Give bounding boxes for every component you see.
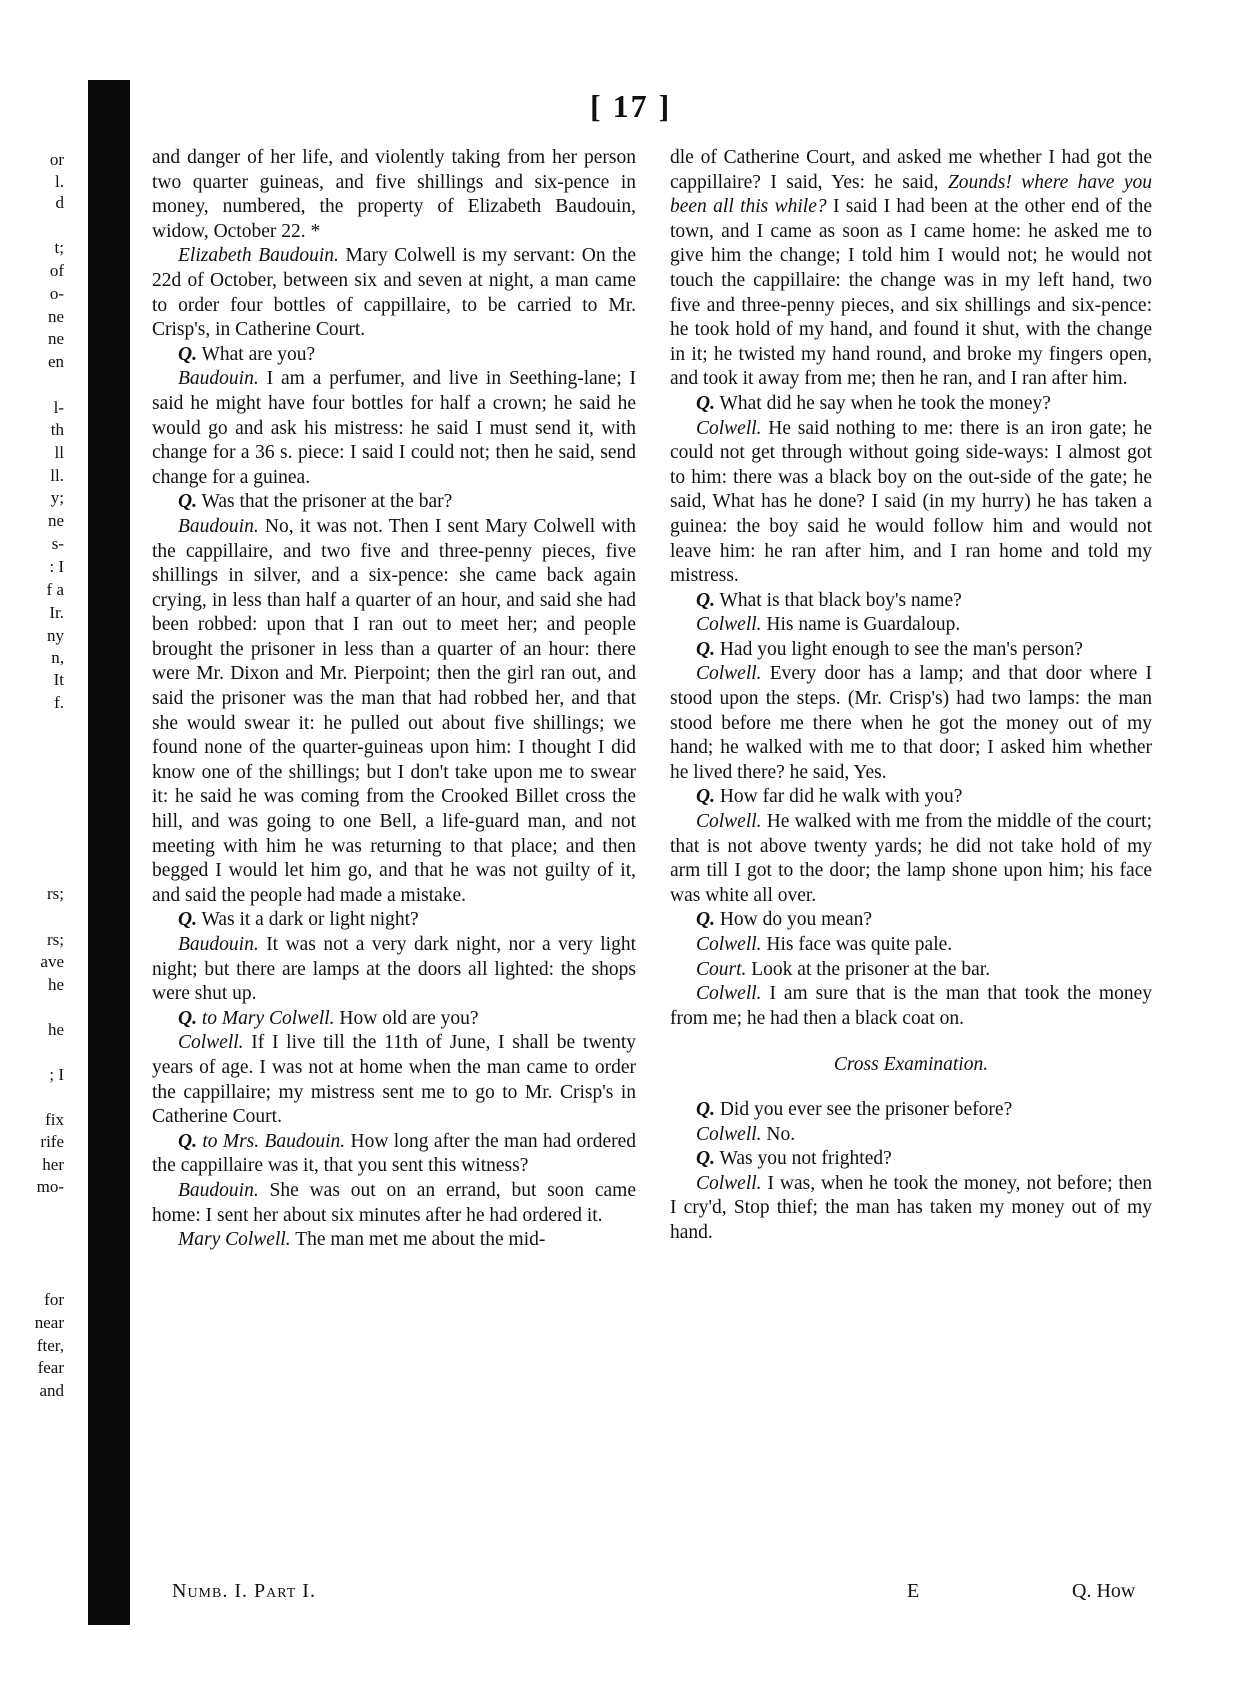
- speaker-label: Court.: [696, 958, 747, 980]
- question-text: Did you ever see the prisoner before?: [719, 1098, 1013, 1120]
- question-paragraph: [670, 392, 1152, 417]
- testimony-text: I am a perfumer, and live in Seething-lane; I said he might have four bottles for half a crown; he said he would go and ask his mistress: he said I must send it, with change for a 36 s. piece: I said I could not; then he said, send change for a guinea.: [152, 368, 637, 488]
- testimony-text: I was, when he took the money, not before; then I cry'd, Stop thief; the man has taken my money out of my hand.: [670, 1172, 1153, 1243]
- margin-fragment: of: [49, 261, 64, 280]
- margin-fragment: d: [55, 193, 64, 212]
- margin-fragment: rs;: [47, 884, 64, 903]
- margin-fragment: ll: [54, 443, 64, 462]
- margin-fragment: t;: [54, 238, 64, 257]
- margin-fragment: f.: [54, 693, 64, 712]
- speaker-label: Colwell.: [696, 811, 762, 833]
- testimony-paragraph: [670, 933, 1152, 958]
- paragraph: and danger of her life, and violently taking from her person two quarter guineas, and five shillings and six-pence in money, numbered, the property of Elizabeth Baudouin, widow, October 22. *: [152, 147, 636, 242]
- margin-fragment: and: [39, 1381, 64, 1400]
- question-mark-label: Q.: [178, 1007, 197, 1029]
- question-mark-label: Q.: [696, 638, 715, 660]
- speaker-label: Baudouin.: [178, 1179, 259, 1201]
- testimony-text: I said I had been at the other end of the town, and I came as soon as I came home: he asked me to give him the change; I told him I would not; he would not touch the cappillaire: the change was in my left hand, two five and three-penny pieces, and six shillings and six-pence: he took hold of my hand, and found it shut, with the change in it; he twisted my hand round, and broke my fingers open, and took it away from me; then he ran, and I ran after him.: [670, 196, 1152, 390]
- speaker-label: Colwell.: [696, 983, 762, 1005]
- question-mark-label: Q.: [696, 392, 715, 414]
- testimony-text: The man met me about the mid-: [295, 1229, 546, 1251]
- issue-part-label: Numb. I. Part I.: [172, 1580, 316, 1602]
- margin-fragment: he: [47, 975, 64, 994]
- question-paragraph: [670, 785, 1152, 810]
- margin-fragment: l.: [55, 172, 64, 191]
- margin-fragment: s-: [51, 534, 64, 553]
- binding-shadow: [88, 80, 130, 1625]
- left-column: [152, 146, 636, 1253]
- margin-fragment: ave: [40, 952, 64, 971]
- question-text: How old are you?: [339, 1007, 479, 1029]
- question-paragraph: [670, 589, 1152, 614]
- testimony-paragraph: [152, 367, 636, 490]
- question-paragraph: [152, 343, 636, 368]
- testimony-paragraph: [152, 1228, 636, 1253]
- question-mark-label: Q.: [178, 343, 197, 365]
- margin-fragment: en: [47, 352, 64, 371]
- addressee-label: to Mrs. Baudouin.: [202, 1130, 346, 1152]
- testimony-text: He said nothing to me: there is an iron gate; he could not get through without going side-ways: I almost got to him: there was a black boy on the out-side of the gate; he said, What has he done? I said (in my hurry) he has taken a guinea: the boy said he would follow him and would not leave him: he ran after him, and I ran home and told my mistress.: [670, 417, 1152, 587]
- margin-fragment: rs;: [47, 930, 64, 949]
- testimony-text: Every door has a lamp; and that door where I stood upon the steps. (Mr. Crisp's) had two lamps: the man stood before me there when he got the money out of my hand; he walked with me to that door; I asked him whether he lived there? he said, Yes.: [670, 663, 1152, 783]
- margin-fragment: ne: [47, 511, 64, 530]
- testimony-text: She was out on an errand, but soon came home: I sent her about six minutes after he had ordered it.: [152, 1179, 636, 1226]
- testimony-paragraph: [670, 1123, 1152, 1148]
- margin-fragment: y;: [50, 488, 64, 507]
- margin-fragment: It: [53, 670, 64, 689]
- speaker-label: Baudouin.: [178, 515, 259, 537]
- question-mark-label: Q.: [696, 1098, 715, 1120]
- testimony-paragraph: [152, 244, 636, 342]
- question-text: Was you not frighted?: [719, 1148, 892, 1170]
- speaker-label: Colwell.: [178, 1032, 244, 1054]
- speaker-label: Colwell.: [696, 934, 762, 955]
- addressee-label: to Mary Colwell.: [201, 1007, 335, 1029]
- question-mark-label: Q.: [696, 589, 715, 611]
- margin-fragment: ll.: [50, 466, 64, 485]
- quoted-speech: Zounds! where have you been all this while?: [670, 171, 1153, 218]
- question-text: What are you?: [201, 343, 316, 365]
- speaker-label: Colwell.: [696, 1123, 762, 1145]
- margin-fragment: ne: [47, 307, 64, 326]
- question-paragraph: [670, 638, 1152, 663]
- margin-fragment: Ir.: [49, 603, 64, 622]
- question-paragraph: [152, 1007, 636, 1032]
- margin-fragment: her: [42, 1155, 64, 1174]
- question-text: How far did he walk with you?: [719, 786, 963, 808]
- question-text: Was that the prisoner at the bar?: [201, 491, 453, 513]
- question-mark-label: Q.: [696, 786, 715, 808]
- margin-fragment: or: [49, 150, 64, 169]
- question-paragraph: [152, 1130, 636, 1179]
- margin-fragment: for: [44, 1290, 64, 1309]
- testimony-paragraph: [670, 958, 1152, 983]
- testimony-text: No.: [766, 1123, 796, 1145]
- testimony-text: Mary Colwell is my servant: On the 22d of October, between six and seven at night, a man came to order four bottles of cappillaire, to be carried to Mr. Crisp's, in Catherine Court.: [152, 245, 636, 341]
- margin-fragment: l-: [53, 398, 64, 417]
- speaker-label: Mary Colwell.: [178, 1229, 291, 1251]
- testimony-paragraph: [670, 613, 1152, 638]
- testimony-paragraph: [670, 417, 1152, 589]
- speaker-label: Elizabeth Baudouin.: [178, 245, 339, 267]
- speaker-label: Baudouin.: [178, 368, 259, 390]
- margin-fragment: ny: [47, 626, 64, 645]
- signature-mark: E: [907, 1580, 920, 1602]
- speaker-label: Baudouin.: [178, 934, 259, 955]
- speaker-label: Colwell.: [696, 663, 762, 685]
- testimony-paragraph: [152, 933, 636, 1007]
- margin-fragment: n,: [51, 648, 64, 667]
- question-paragraph: [670, 908, 1152, 933]
- question-paragraph: [152, 490, 636, 515]
- question-text: How do you mean?: [719, 909, 873, 931]
- testimony-paragraph: [152, 515, 636, 909]
- right-column: [670, 146, 1152, 1246]
- question-paragraph: [670, 1098, 1152, 1123]
- speaker-label: Colwell.: [696, 1172, 762, 1194]
- question-text: How long after the man had ordered the cappillaire was it, that you sent this witness?: [152, 1130, 637, 1177]
- testimony-paragraph: [670, 1172, 1152, 1246]
- testimony-paragraph: [670, 662, 1152, 785]
- page-number: [ 17 ]: [590, 88, 672, 124]
- catchword: Q. How: [1072, 1580, 1136, 1602]
- margin-fragment: mo-: [36, 1177, 64, 1196]
- section-heading: Cross Examination.: [833, 1054, 989, 1076]
- question-mark-label: Q.: [696, 1148, 715, 1170]
- testimony-text: He walked with me from the middle of the court; that is not above twenty yards; he did not take hold of my arm till I got to the door; the lamp shone upon him; his face was white all over.: [670, 811, 1152, 906]
- speaker-label: Colwell.: [696, 614, 762, 636]
- question-text: What did he say when he took the money?: [719, 392, 1051, 414]
- adjacent-page-fragments: [0, 0, 82, 1700]
- margin-fragment: : I: [49, 557, 64, 576]
- question-text: What is that black boy's name?: [719, 589, 962, 611]
- question-text: Was it a dark or light night?: [201, 909, 419, 931]
- testimony-text: His face was quite pale.: [766, 934, 953, 955]
- paragraph: [670, 146, 1152, 392]
- testimony-text: If I live till the 11th of June, I shall be twenty years of age. I was not at home when the man came to order the cappillaire; my mistress sent me to go to Mr. Crisp's in Catherine Court.: [152, 1032, 636, 1128]
- question-paragraph: [670, 1147, 1152, 1172]
- margin-fragment: rife: [40, 1132, 64, 1151]
- testimony-paragraph: [152, 1179, 636, 1228]
- margin-fragment: near: [34, 1313, 64, 1332]
- testimony-text: His name is Guardaloup.: [766, 614, 961, 636]
- margin-fragment: o-: [49, 284, 64, 303]
- margin-fragment: th: [50, 420, 64, 439]
- testimony-paragraph: [152, 1031, 636, 1129]
- question-mark-label: Q.: [178, 909, 197, 931]
- speaker-label: Colwell.: [696, 417, 762, 439]
- testimony-text: I am sure that is the man that took the money from me; he had then a black coat on.: [670, 983, 1153, 1029]
- testimony-text: No, it was not. Then I sent Mary Colwell with the cappillaire, and two five and three-penny pieces, five shillings in silver, and a six-pence: she came back again crying, in less than half a quarter of an hour, and said she had been robbed: upon that I ran out to meet her; and people brought the prisoner in less than a quarter of an hour: there were Mr. Dixon and Mr. Pierpoint; then the girl ran out, and said the prisoner was the man that had robbed her, and that she would swear it: he pulled out about five shillings; we found none of the quarter-guineas upon him: I thought I did know one of the shillings; but I don't take upon me to swear it: he said he was coming from the Crooked Billet cross the hill, and was going to one Bell, a life-guard man, and not meeting with him he was returning to that place; and then begged I would let him go, and that he was not guilty of it, and said the people had made a mistake.: [152, 515, 637, 906]
- testimony-text: It was not a very dark night, nor a very light night; but there are lamps at the doors all lighted: the shops were shut up.: [152, 934, 636, 1005]
- margin-fragment: ; I: [49, 1065, 64, 1084]
- margin-fragment: fter,: [36, 1336, 64, 1355]
- question-text: Had you light enough to see the man's person?: [719, 638, 1083, 660]
- margin-fragment: he: [47, 1020, 64, 1039]
- question-mark-label: Q.: [696, 909, 715, 931]
- question-mark-label: Q.: [178, 1130, 197, 1152]
- margin-fragment: ne: [47, 329, 64, 348]
- testimony-paragraph: [670, 810, 1152, 908]
- testimony-text: Look at the prisoner at the bar.: [751, 958, 991, 980]
- question-mark-label: Q.: [178, 491, 197, 513]
- margin-fragment: f a: [46, 580, 64, 599]
- question-paragraph: [152, 908, 636, 933]
- testimony-text: dle of Catherine Court, and asked me whether I had got the cappillaire? I said, Yes: he said,: [670, 147, 1152, 193]
- margin-fragment: fix: [45, 1110, 64, 1129]
- margin-fragment: fear: [37, 1358, 64, 1377]
- testimony-paragraph: [670, 982, 1152, 1031]
